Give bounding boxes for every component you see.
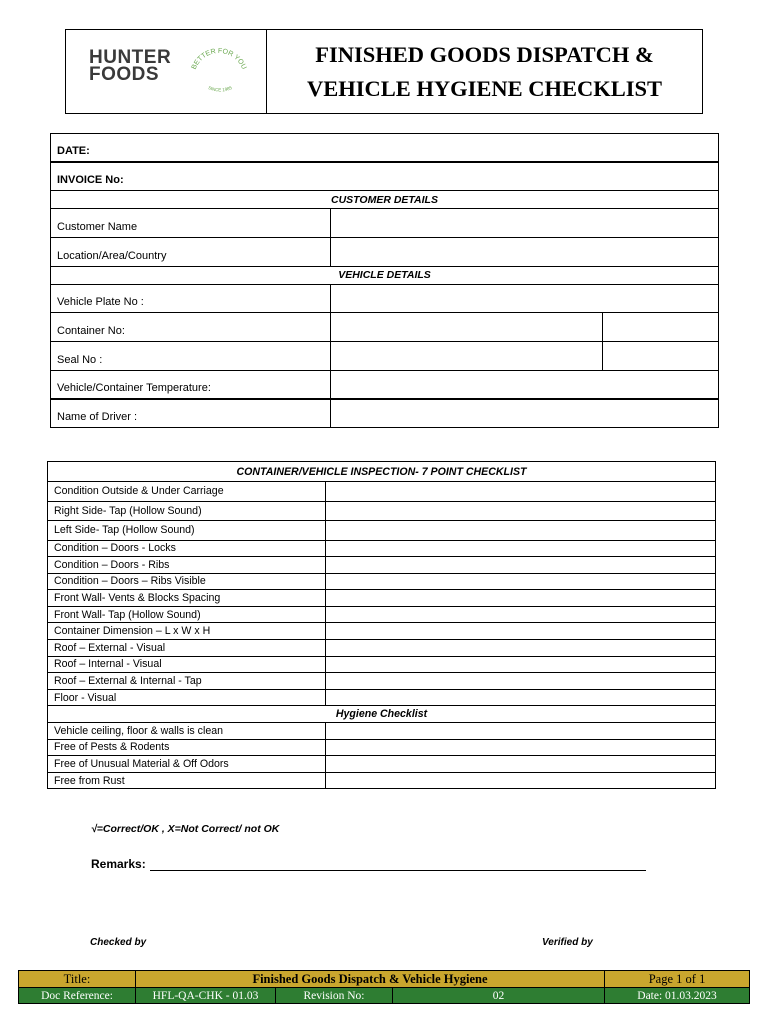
logo-cell — [66, 30, 267, 113]
checklist-status[interactable] — [326, 689, 716, 706]
driver-input[interactable] — [331, 399, 719, 428]
checklist-status[interactable] — [326, 623, 716, 640]
checklist-item: Roof – Internal - Visual — [48, 656, 326, 673]
footer-title-label: Title: — [19, 971, 136, 988]
document-title — [267, 30, 702, 113]
hygiene-status[interactable] — [326, 723, 716, 740]
hygiene-item: Free of Unusual Material & Off Odors — [48, 756, 326, 773]
details-table — [50, 133, 719, 428]
plate-input[interactable] — [331, 284, 719, 313]
checklist-item: Container Dimension – L x W x H — [48, 623, 326, 640]
temperature-input[interactable] — [331, 370, 719, 399]
checklist-item: Condition – Doors - Ribs — [48, 557, 326, 574]
footer-revision-label: Revision No: — [276, 988, 393, 1004]
hygiene-status[interactable] — [326, 756, 716, 773]
checklist-status[interactable] — [326, 557, 716, 574]
checklist-status[interactable] — [326, 482, 716, 502]
remarks-label: Remarks: — [91, 857, 146, 871]
date-field[interactable]: DATE: — [51, 134, 719, 163]
logo-text-line1: HUNTER — [89, 47, 172, 68]
container-label: Container No: — [51, 313, 331, 342]
checklist-item: Condition Outside & Under Carriage — [48, 482, 326, 502]
footer-docref-value: HFL-QA-CHK - 01.03 — [136, 988, 276, 1004]
vehicle-details-heading: VEHICLE DETAILS — [51, 266, 719, 284]
better-for-you-seal-icon — [186, 38, 252, 104]
footer-revision-value: 02 — [393, 988, 605, 1004]
logo-text-line2: FOODS — [89, 64, 160, 85]
footer-title-value: Finished Goods Dispatch & Vehicle Hygiene — [136, 971, 605, 988]
location-input[interactable] — [331, 238, 719, 267]
inspection-heading: CONTAINER/VEHICLE INSPECTION- 7 POINT CHECKLIST — [48, 462, 716, 482]
svg-text:BETTER FOR YOU: BETTER FOR YOU — [190, 47, 248, 71]
checklist-item: Condition – Doors - Locks — [48, 540, 326, 557]
inspection-table — [47, 461, 716, 789]
verified-by-label: Verified by — [542, 937, 593, 948]
checklist-status[interactable] — [326, 573, 716, 590]
location-label: Location/Area/Country — [51, 238, 331, 267]
checklist-item: Front Wall- Vents & Blocks Spacing — [48, 590, 326, 607]
customer-name-label: Customer Name — [51, 209, 331, 238]
hygiene-item: Free of Pests & Rodents — [48, 739, 326, 756]
legend-text: √=Correct/OK , X=Not Correct/ not OK — [91, 823, 280, 835]
document-header — [65, 29, 703, 114]
document-footer — [18, 970, 750, 1004]
temperature-label: Vehicle/Container Temperature: — [51, 370, 331, 399]
customer-details-heading: CUSTOMER DETAILS — [51, 191, 719, 209]
hygiene-item: Vehicle ceiling, floor & walls is clean — [48, 723, 326, 740]
seal-input[interactable] — [331, 342, 603, 371]
checklist-item: Right Side- Tap (Hollow Sound) — [48, 501, 326, 521]
checklist-status[interactable] — [326, 521, 716, 541]
container-input[interactable] — [331, 313, 603, 342]
checklist-item: Front Wall- Tap (Hollow Sound) — [48, 606, 326, 623]
checklist-item: Roof – External & Internal - Tap — [48, 673, 326, 690]
checklist-item: Condition – Doors – Ribs Visible — [48, 573, 326, 590]
title-line1: FINISHED GOODS DISPATCH & — [315, 41, 654, 67]
driver-label: Name of Driver : — [51, 399, 331, 428]
checklist-item: Roof – External - Visual — [48, 640, 326, 657]
checklist-status[interactable] — [326, 501, 716, 521]
footer-page-number: Page 1 of 1 — [605, 971, 750, 988]
checked-by-label: Checked by — [90, 937, 147, 948]
checklist-status[interactable] — [326, 656, 716, 673]
hygiene-heading: Hygiene Checklist — [48, 706, 716, 723]
customer-name-input[interactable] — [331, 209, 719, 238]
remarks-input-line[interactable] — [150, 870, 646, 871]
checklist-status[interactable] — [326, 673, 716, 690]
company-logo — [89, 49, 171, 83]
hygiene-item: Free from Rust — [48, 772, 326, 789]
footer-docref-label: Doc Reference: — [19, 988, 136, 1004]
checklist-status[interactable] — [326, 590, 716, 607]
checklist-status[interactable] — [326, 540, 716, 557]
footer-date: Date: 01.03.2023 — [605, 988, 750, 1004]
checklist-item: Floor - Visual — [48, 689, 326, 706]
hygiene-status[interactable] — [326, 772, 716, 789]
svg-text:SINCE 1985: SINCE 1985 — [207, 85, 233, 93]
checklist-status[interactable] — [326, 640, 716, 657]
title-line2: VEHICLE HYGIENE CHECKLIST — [306, 75, 663, 101]
container-extra-input[interactable] — [603, 313, 719, 342]
checklist-status[interactable] — [326, 606, 716, 623]
seal-extra-input[interactable] — [603, 342, 719, 371]
checklist-item: Left Side- Tap (Hollow Sound) — [48, 521, 326, 541]
invoice-field[interactable]: INVOICE No: — [51, 162, 719, 191]
plate-label: Vehicle Plate No : — [51, 284, 331, 313]
seal-label: Seal No : — [51, 342, 331, 371]
hygiene-status[interactable] — [326, 739, 716, 756]
